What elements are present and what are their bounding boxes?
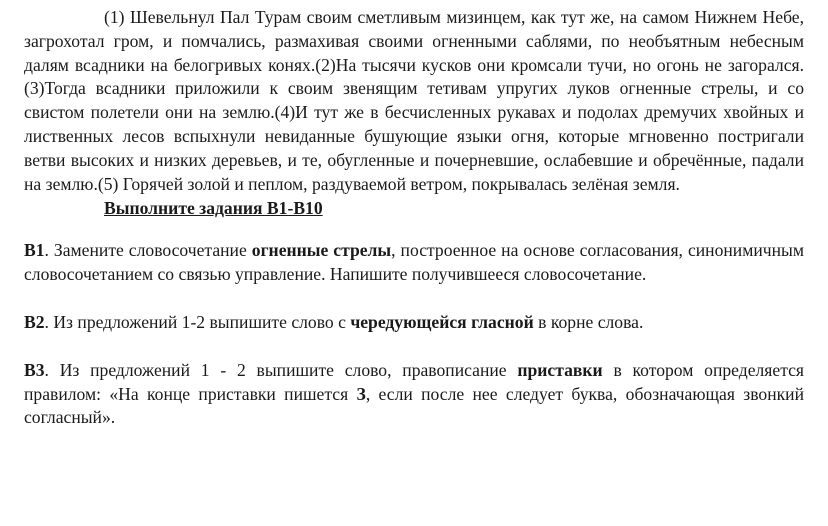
task-b2-text-2: в корне слова. — [533, 311, 644, 332]
task-b3-label: В3 — [24, 359, 45, 380]
source-text-paragraph — [24, 6, 804, 196]
task-b2-bold-phrase: чередующейся гласной — [350, 311, 534, 332]
task-b1-bold-phrase: огненные стрелы — [251, 240, 392, 261]
task-b1 — [24, 239, 804, 287]
task-b1-label: В1 — [24, 240, 45, 261]
sentence-3: (3)Тогда всадники приложили к своим звенящим тетивам упругих луков огненные стрелы, и со свистом полетели они на землю. — [24, 78, 804, 123]
document-page — [24, 6, 804, 430]
sentence-5: (5) Горячей золой и пеплом, раздуваемой ветром, покрывалась зелёная земля. — [97, 173, 680, 194]
task-b3-text-3: , если после нее следует буква, обозначающая звонкий согласный». — [24, 383, 804, 428]
task-b1-text-2: , построенное на основе согласования, синонимичным словосочетанием со связью управление. Напишите получившееся словосочетание. — [24, 240, 804, 285]
task-b3 — [24, 359, 804, 430]
task-b2-label: В2 — [24, 311, 45, 332]
tasks-heading: Выполните задания В1-В10 — [104, 198, 323, 219]
task-b2 — [24, 311, 804, 335]
task-b3-text-1: . Из предложений 1 - 2 выпишите слово, правописание — [44, 359, 518, 380]
sentence-4: (4)И тут же в бесчисленных рукавах и подолах дремучих хвойных и лиственных лесов вспыхнули невиданные бушующие языки огня, которые мгновенно постригали ветви высоких и низких деревьев, и те, обугленные и почерневшие, ослабевшие и обречённые, падали на землю. — [24, 102, 804, 194]
task-b3-bold-phrase: приставки — [517, 359, 603, 380]
task-b1-text-1: . Замените словосочетание — [44, 240, 252, 261]
sentence-2: (2)На тысячи кусков они кромсали тучи, но огонь не загорался. — [315, 54, 804, 75]
sentence-1: (1) Шевельнул Пал Турам своим сметливым мизинцем, как тут же, на самом Нижнем Небе, загрохотал гром, и помчались, размахивая своими огненными саблями, по необъятным небесным далям всадники на белогривых конях. — [24, 7, 804, 75]
task-b3-bold-letter: З — [356, 383, 366, 404]
task-b3-text-2: в котором определяется правилом: «На конце приставки пишется — [24, 359, 804, 404]
task-b2-text-1: . Из предложений 1-2 выпишите слово с — [44, 311, 351, 332]
